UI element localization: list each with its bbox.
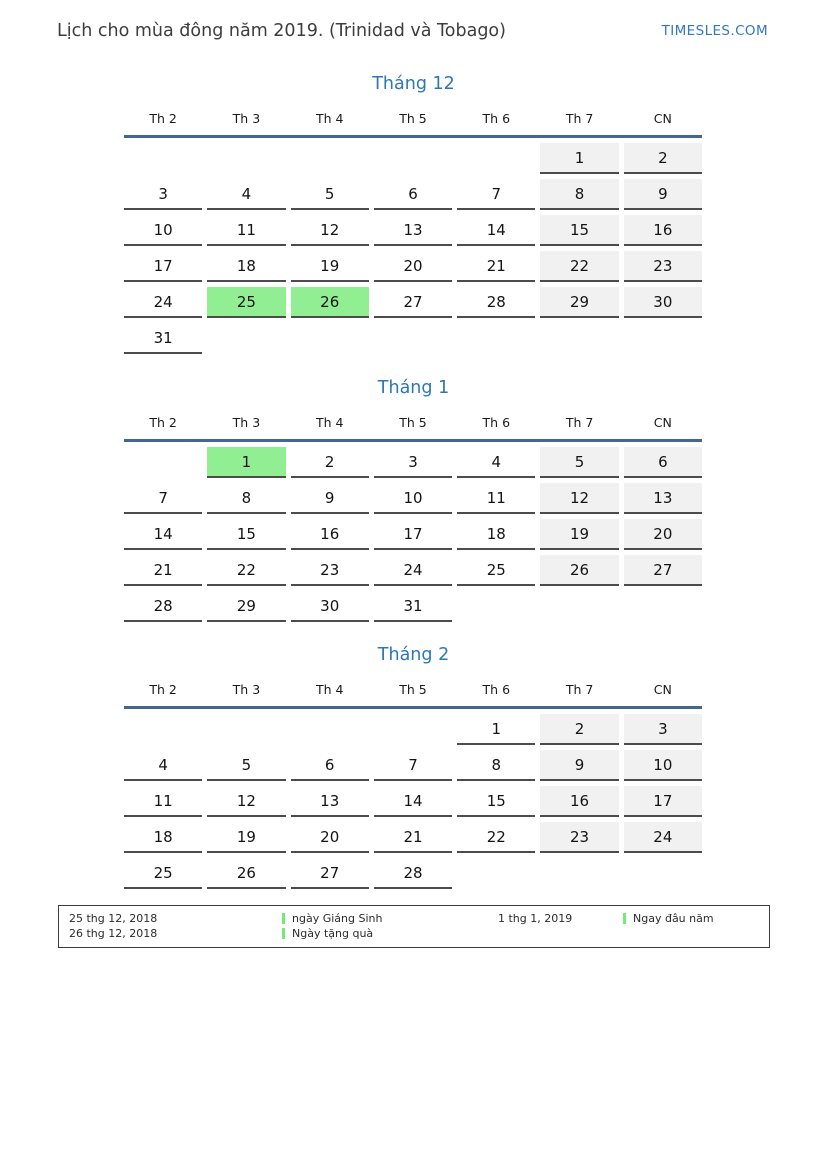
day-cell: 12 — [540, 483, 618, 514]
weekday-label: Th 2 — [149, 682, 177, 697]
calendar-grid — [124, 682, 702, 889]
day-cell: 16 — [624, 215, 702, 246]
day-cell: 16 — [540, 786, 618, 817]
legend-date: 26 thg 12, 2018 — [69, 926, 158, 940]
empty-cell — [457, 858, 535, 887]
day-cell: 5 — [540, 447, 618, 478]
day-cell: 22 — [207, 555, 285, 586]
weekday-label: Th 5 — [399, 111, 427, 126]
week-row — [124, 555, 702, 586]
empty-cell — [624, 591, 702, 620]
empty-cell — [540, 591, 618, 620]
month-title: Tháng 1 — [377, 378, 450, 398]
month-section — [0, 645, 827, 889]
day-cell: 12 — [291, 215, 369, 246]
header-divider — [124, 439, 702, 442]
day-cell: 1 — [457, 714, 535, 745]
day-cell: 8 — [540, 179, 618, 210]
empty-cell — [291, 323, 369, 352]
empty-cell — [374, 714, 452, 743]
week-row — [124, 251, 702, 282]
site-link[interactable]: TIMESLES.COM — [661, 23, 768, 39]
day-cell: 13 — [374, 215, 452, 246]
weekday-header-row — [124, 682, 702, 697]
weekday-label: Th 3 — [232, 682, 261, 697]
weekday-label: Th 2 — [149, 111, 177, 126]
week-row — [124, 786, 702, 817]
day-cell: 15 — [207, 519, 285, 550]
day-cell: 21 — [124, 555, 202, 586]
day-cell: 27 — [291, 858, 369, 889]
day-cell: 30 — [291, 591, 369, 622]
day-cell: 24 — [374, 555, 452, 586]
day-cell: 4 — [457, 447, 535, 478]
day-cell: 29 — [207, 591, 285, 622]
day-cell: 5 — [207, 750, 285, 781]
day-cell: 23 — [540, 822, 618, 853]
day-cell: 21 — [457, 251, 535, 282]
day-cell: 14 — [457, 215, 535, 246]
day-cell: 18 — [457, 519, 535, 550]
month-title: Tháng 12 — [372, 74, 455, 94]
empty-cell — [124, 714, 202, 743]
day-cell: 25 — [124, 858, 202, 889]
day-cell: 23 — [624, 251, 702, 282]
day-cell: 5 — [291, 179, 369, 210]
day-cell: 20 — [291, 822, 369, 853]
day-cell: 18 — [124, 822, 202, 853]
day-cell: 7 — [124, 483, 202, 514]
weekday-label: Th 4 — [315, 682, 344, 697]
weekday-label: Th 6 — [482, 682, 511, 697]
day-cell: 30 — [624, 287, 702, 318]
weekday-label: Th 6 — [482, 415, 511, 430]
day-cell: 24 — [624, 822, 702, 853]
legend-label: Ngày tặng quà — [292, 926, 374, 940]
month-title: Tháng 2 — [377, 645, 450, 665]
day-cell: 29 — [540, 287, 618, 318]
day-cell: 3 — [374, 447, 452, 478]
day-cell: 21 — [374, 822, 452, 853]
day-cell: 6 — [291, 750, 369, 781]
header-divider — [124, 135, 702, 138]
holiday-marker-icon — [282, 913, 285, 924]
week-row — [124, 483, 702, 514]
legend-item — [282, 927, 498, 940]
day-cell: 17 — [624, 786, 702, 817]
legend-item — [282, 912, 498, 925]
empty-cell — [124, 447, 202, 476]
day-cell: 20 — [374, 251, 452, 282]
empty-cell — [457, 591, 535, 620]
day-cell: 25 — [457, 555, 535, 586]
day-cell: 26 — [291, 287, 369, 318]
day-cell: 27 — [624, 555, 702, 586]
day-cell: 27 — [374, 287, 452, 318]
weekday-label: Th 7 — [565, 415, 594, 430]
day-cell: 18 — [207, 251, 285, 282]
day-cell: 26 — [207, 858, 285, 889]
week-row — [124, 822, 702, 853]
day-cell: 16 — [291, 519, 369, 550]
empty-cell — [624, 323, 702, 352]
day-cell: 9 — [540, 750, 618, 781]
weekday-label: Th 3 — [232, 111, 261, 126]
day-cell: 8 — [457, 750, 535, 781]
month-section — [0, 74, 827, 354]
weekday-label: CN — [653, 415, 672, 430]
week-row — [124, 750, 702, 781]
day-cell: 25 — [207, 287, 285, 318]
empty-cell — [207, 714, 285, 743]
day-cell: 24 — [124, 287, 202, 318]
day-cell: 22 — [540, 251, 618, 282]
calendar-grid — [124, 111, 702, 354]
day-cell: 6 — [624, 447, 702, 478]
day-cell: 4 — [124, 750, 202, 781]
weekday-label: CN — [653, 682, 672, 697]
day-cell: 10 — [374, 483, 452, 514]
weekday-header-row — [124, 111, 702, 126]
holiday-marker-icon — [282, 928, 285, 939]
day-cell: 9 — [624, 179, 702, 210]
day-cell: 3 — [124, 179, 202, 210]
empty-cell — [124, 143, 202, 172]
day-cell: 22 — [457, 822, 535, 853]
day-cell: 19 — [207, 822, 285, 853]
day-cell: 28 — [374, 858, 452, 889]
day-cell: 31 — [124, 323, 202, 354]
day-cell: 11 — [124, 786, 202, 817]
empty-cell — [540, 858, 618, 887]
weekday-label: CN — [653, 111, 672, 126]
empty-cell — [457, 143, 535, 172]
empty-cell — [207, 143, 285, 172]
legend-box — [58, 905, 770, 948]
day-cell: 17 — [124, 251, 202, 282]
header-divider — [124, 706, 702, 709]
week-row — [124, 591, 702, 622]
empty-cell — [291, 143, 369, 172]
day-cell: 23 — [291, 555, 369, 586]
page-header — [0, 0, 827, 42]
week-row — [124, 215, 702, 246]
empty-cell — [291, 714, 369, 743]
day-cell: 13 — [291, 786, 369, 817]
day-cell: 8 — [207, 483, 285, 514]
day-cell: 12 — [207, 786, 285, 817]
day-cell: 31 — [374, 591, 452, 622]
week-row — [124, 714, 702, 745]
day-cell: 1 — [540, 143, 618, 174]
day-cell: 3 — [624, 714, 702, 745]
day-cell: 14 — [374, 786, 452, 817]
day-cell: 7 — [374, 750, 452, 781]
week-row — [124, 858, 702, 889]
calendar-months — [0, 74, 827, 889]
weekday-label: Th 7 — [565, 682, 594, 697]
empty-cell — [374, 143, 452, 172]
day-cell: 1 — [207, 447, 285, 478]
day-cell: 4 — [207, 179, 285, 210]
day-cell: 19 — [291, 251, 369, 282]
day-cell: 2 — [291, 447, 369, 478]
day-cell: 20 — [624, 519, 702, 550]
day-cell: 2 — [540, 714, 618, 745]
weekday-label: Th 3 — [232, 415, 261, 430]
weekday-label: Th 5 — [399, 682, 427, 697]
legend-item — [623, 912, 759, 925]
day-cell: 14 — [124, 519, 202, 550]
day-cell: 10 — [124, 215, 202, 246]
page-title: Lịch cho mùa đông năm 2019. (Trinidad và Tobago) — [57, 21, 506, 41]
day-cell: 13 — [624, 483, 702, 514]
day-cell: 10 — [624, 750, 702, 781]
week-row — [124, 143, 702, 174]
day-cell: 15 — [457, 786, 535, 817]
day-cell: 26 — [540, 555, 618, 586]
weekday-header-row — [124, 415, 702, 430]
day-cell: 6 — [374, 179, 452, 210]
weekday-label: Th 2 — [149, 415, 177, 430]
week-row — [124, 287, 702, 318]
empty-cell — [624, 858, 702, 887]
week-row — [124, 447, 702, 478]
weekday-label: Th 7 — [565, 111, 594, 126]
legend-label: Ngay đâu năm — [633, 911, 714, 925]
day-cell: 11 — [207, 215, 285, 246]
calendar-grid — [124, 415, 702, 622]
empty-cell — [457, 323, 535, 352]
day-cell: 7 — [457, 179, 535, 210]
day-cell: 2 — [624, 143, 702, 174]
day-cell: 28 — [124, 591, 202, 622]
weekday-label: Th 4 — [315, 111, 344, 126]
day-cell: 11 — [457, 483, 535, 514]
day-cell: 28 — [457, 287, 535, 318]
day-cell: 17 — [374, 519, 452, 550]
legend-label: ngày Giáng Sinh — [292, 911, 383, 925]
day-cell: 19 — [540, 519, 618, 550]
empty-cell — [540, 323, 618, 352]
legend-date: 25 thg 12, 2018 — [69, 911, 158, 925]
day-cell: 15 — [540, 215, 618, 246]
empty-cell — [207, 323, 285, 352]
weekday-label: Th 6 — [482, 111, 511, 126]
weekday-label: Th 4 — [315, 415, 344, 430]
week-row — [124, 179, 702, 210]
day-cell: 9 — [291, 483, 369, 514]
month-section — [0, 378, 827, 622]
weekday-label: Th 5 — [399, 415, 427, 430]
week-row — [124, 519, 702, 550]
empty-cell — [374, 323, 452, 352]
week-row — [124, 323, 702, 354]
legend-date: 1 thg 1, 2019 — [498, 911, 573, 925]
holiday-marker-icon — [623, 913, 626, 924]
